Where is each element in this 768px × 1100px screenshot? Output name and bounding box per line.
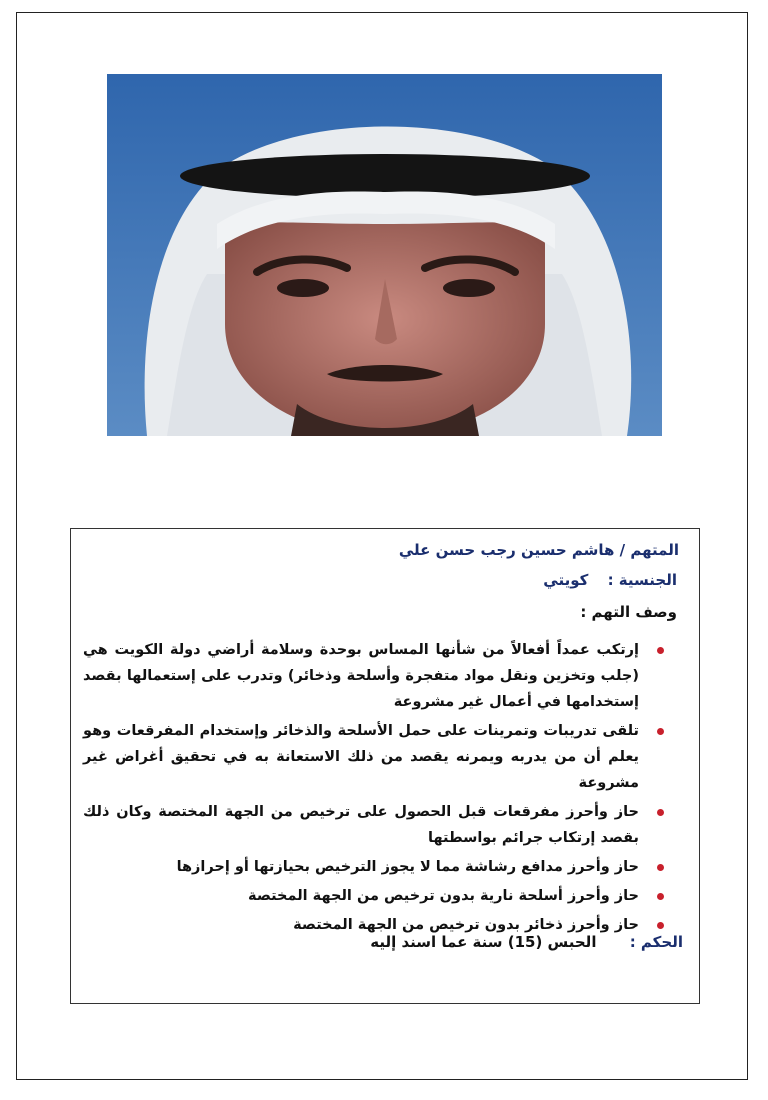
charge-item [83,854,669,880]
charge-text: حاز وأحرز ذخائر بدون ترخيص من الجهة المختصة [293,917,639,933]
verdict-label: الحكم : [629,933,683,951]
verdict-value: الحبس (15) سنة عما اسند إليه [370,933,597,951]
charge-text: تلقى تدريبات وتمرينات على حمل الأسلحة والذخائر وإستخدام المفرقعات وهو يعلم أن من يدربه ويمرنه يقصد من ذلك الاستعانة به في تحقيق أغراض غير مشروعة [83,723,639,791]
accused-name: المتهم / هاشم حسين رجب حسن علي [398,541,679,559]
charge-text: إرتكب عمداً أفعالاً من شأنها المساس بوحدة وسلامة أراضي دولة الكويت هي (جلب وتخزين ونقل مواد متفجرة وأسلحة وذخائر) وتدرب على إستعمالها بقصد إستخدامها في أعمال غير مشروعة [83,642,639,710]
bullet-icon [657,647,664,654]
charge-text: حاز وأحرز أسلحة نارية بدون ترخيص من الجهة المختصة [248,888,639,904]
charge-text: حاز وأحرز مفرقعات قبل الحصول على ترخيص من الجهة المختصة وكان ذلك بقصد إرتكاب جرائم بواسطتها [83,804,639,846]
bullet-icon [657,922,664,929]
bullet-icon [657,809,664,816]
bullet-icon [657,893,664,900]
bullet-icon [657,728,664,735]
charge-item [83,637,669,715]
portrait-photo [107,74,662,436]
case-info-box [70,528,700,1004]
nationality-label: الجنسية : [607,571,677,589]
charges-list [83,637,669,941]
charge-item [83,799,669,851]
nationality-value: كويتي [543,571,589,589]
verdict-line [370,933,683,951]
nationality-line [543,571,677,589]
charges-heading: وصف التهم : [580,603,677,621]
charge-item [83,718,669,796]
charge-text: حاز وأحرز مدافع رشاشة مما لا يجوز الترخيص بحيازتها أو إحرازها [176,859,639,875]
charge-item [83,883,669,909]
bullet-icon [657,864,664,871]
